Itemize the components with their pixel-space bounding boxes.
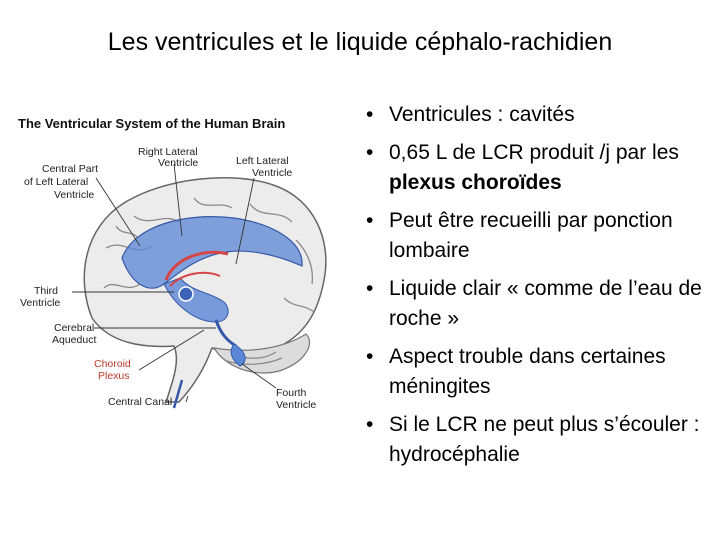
label-left-lateral-1: Left Lateral xyxy=(236,155,289,167)
bullet-item xyxy=(364,138,714,198)
label-central-part-2: of Left Lateral xyxy=(24,176,89,188)
bullet-bold-text: plexus choroïdes xyxy=(389,171,562,194)
brain-ventricles-figure xyxy=(14,108,344,418)
label-fourth-2: Ventricle xyxy=(276,399,317,411)
bullet-text: Peut être recueilli par ponction lombaire xyxy=(389,209,673,262)
bullet-item xyxy=(364,100,714,130)
bullet-text: 0,65 L de LCR produit /j par les xyxy=(389,141,679,164)
bullet-text: Aspect trouble dans certaines méningites xyxy=(389,345,666,398)
label-central-part-1: Central Part xyxy=(42,163,99,175)
label-choroid-2: Plexus xyxy=(98,370,130,382)
label-fourth-1: Fourth xyxy=(276,387,307,399)
figure-title: The Ventricular System of the Human Brain xyxy=(18,116,286,131)
bullet-item xyxy=(364,274,714,334)
label-right-lateral-1: Right Lateral xyxy=(138,146,198,158)
slide-title: Les ventricules et le liquide céphalo-rachidien xyxy=(107,28,613,56)
bullet-text: Ventricules : cavités xyxy=(389,103,575,126)
bullet-list xyxy=(364,100,714,478)
label-aqueduct-1: Cerebral xyxy=(54,322,95,334)
label-choroid-1: Choroid xyxy=(94,358,131,370)
label-right-lateral-2: Ventricle xyxy=(158,157,199,169)
label-left-lateral-2: Ventricle xyxy=(252,167,293,179)
interventricular-foramen xyxy=(179,287,193,301)
label-third-2: Ventricle xyxy=(20,297,61,309)
bullet-item xyxy=(364,342,714,402)
label-aqueduct-2: Aqueduct xyxy=(52,334,97,346)
label-third-1: Third xyxy=(34,285,58,297)
bullet-item xyxy=(364,410,714,470)
brain-diagram xyxy=(14,108,344,418)
bullet-text: Si le LCR ne peut plus s’écouler : hydrocéphalie xyxy=(389,413,700,466)
bullet-item xyxy=(364,206,714,266)
label-central-part-3: Ventricle xyxy=(54,189,95,201)
bullet-text: Liquide clair « comme de l’eau de roche » xyxy=(389,277,702,330)
label-central-canal: Central Canal xyxy=(108,396,173,408)
